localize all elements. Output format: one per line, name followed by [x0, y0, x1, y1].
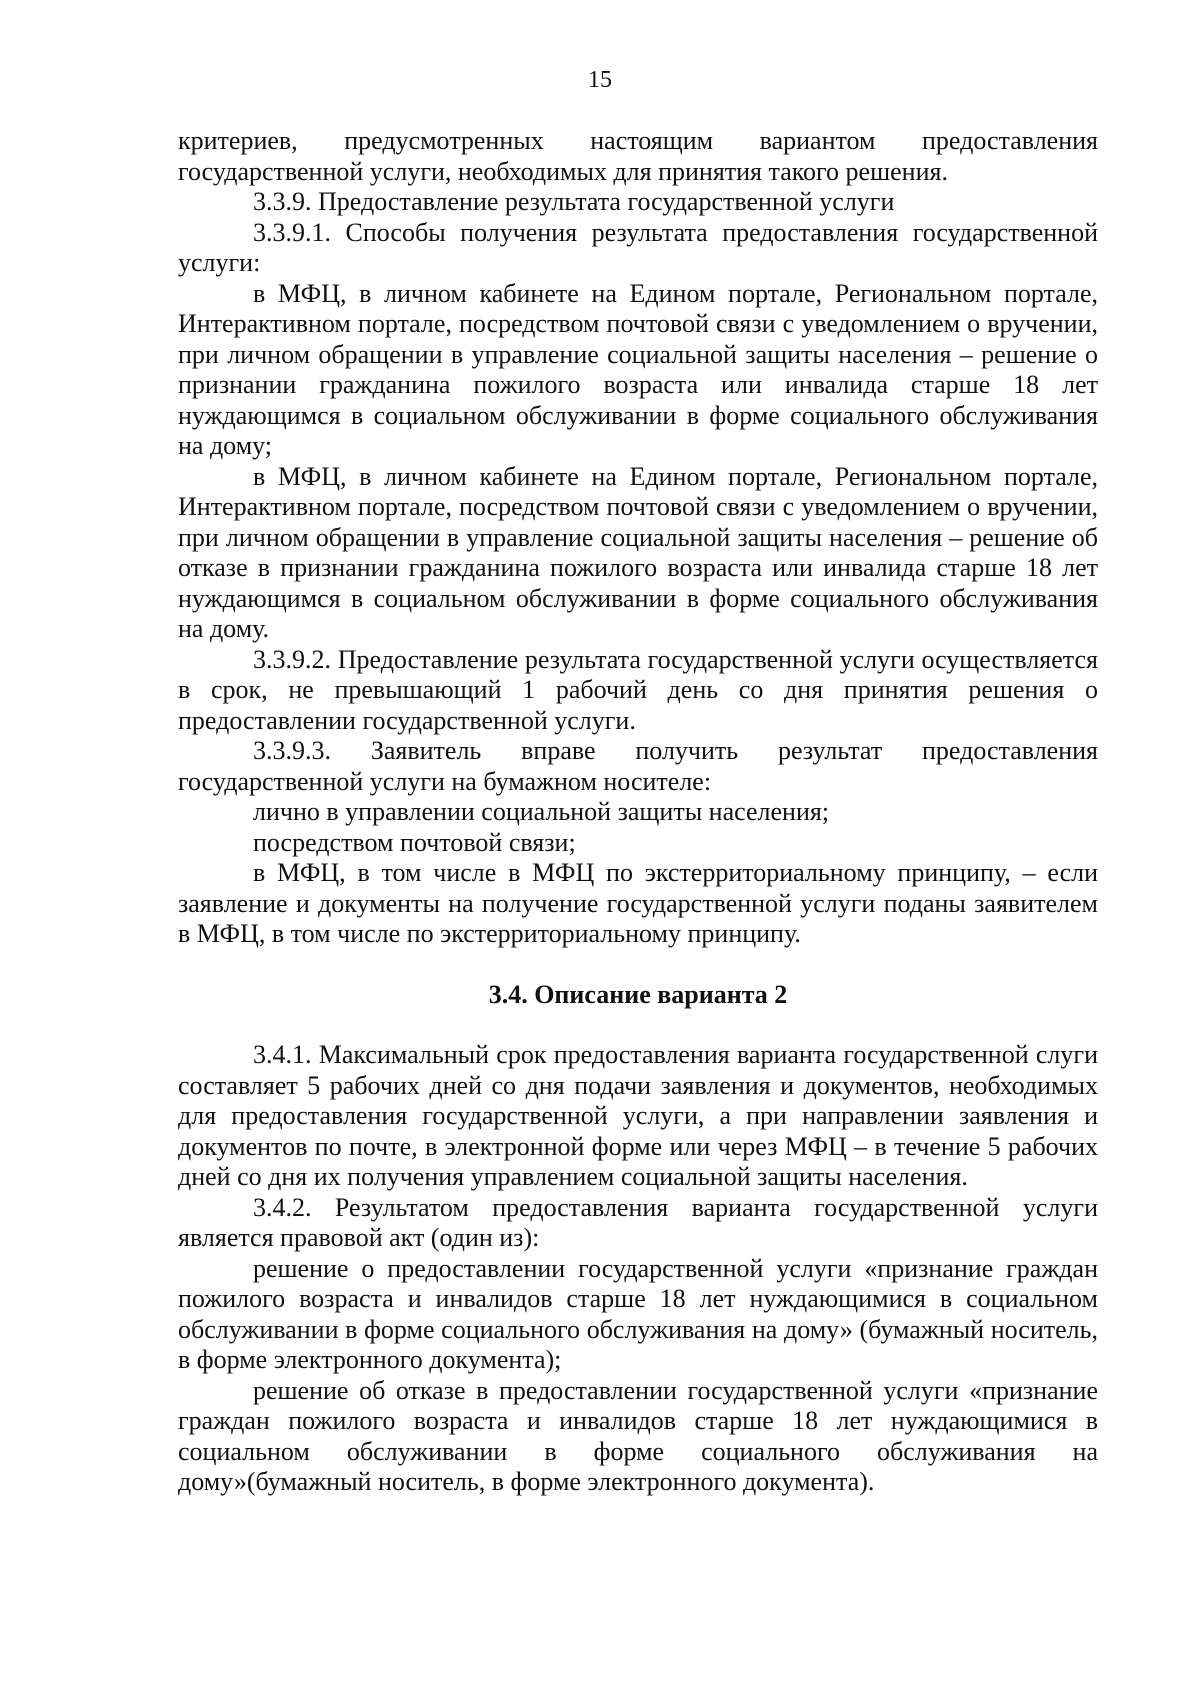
paragraph-option-post: посредством почтовой связи;	[253, 827, 576, 857]
paragraph-3-3-9-3: 3.3.9.3. Заявитель вправе получить результат предоставления государственной услуги на бумажном носителе:	[178, 736, 1098, 796]
paragraph-3-3-9-2: 3.3.9.2. Предоставление результата государственной услуги осуществляется в срок, не превышающий 1 рабочий день со дня принятия решения о предоставлении государственной услуги.	[178, 644, 1098, 735]
paragraph-3-3-9: 3.3.9. Предоставление результата государственной услуги	[253, 187, 895, 216]
paragraph-option-mfc: в МФЦ, в том числе в МФЦ по экстерриториальному принципу, – если заявление и документы на получение государственной услуги поданы заявителем в МФЦ, в том числе по экстерриториальному принципу.	[178, 858, 1098, 948]
paragraph-continuation: критериев, предусмотренных настоящим вариантом предоставления государственной услуги, необходимых для принятия такого решения.	[178, 126, 1098, 186]
paragraph-3-3-9-1: 3.3.9.1. Способы получения результата предоставления государственной услуги:	[178, 217, 1098, 277]
paragraph-decision-grant: решение о предоставлении государственной услуги «признание граждан пожилого возраста и инвалидов старше 18 лет нуждающимися в социальном обслуживании в форме социального обслуживания на дому» (бумажный носитель, в форме электронного документа);	[178, 1253, 1098, 1374]
paragraph-option-in-person: лично в управлении социальной защиты населения;	[253, 797, 830, 826]
paragraph-result-approval: в МФЦ, в личном кабинете на Едином портале, Региональном портале, Интерактивном портале, посредством почтовой связи с уведомлением о вручении, при личном обращении в управление социальной защиты населения – решение о признании гражданина пожилого возраста или инвалида старше 18 лет нуждающимся в социальном обслуживании в форме социального обслуживания на дому;	[178, 278, 1098, 460]
paragraph-decision-refusal: решение об отказе в предоставлении государственной услуги «признание граждан пожилого возраста и инвалидов старше 18 лет нуждающимися в социальном обслуживании в форме социального обслуживания на дому»(бумажный носитель, в форме электронного документа).	[178, 1375, 1098, 1496]
paragraph-result-refusal: в МФЦ, в личном кабинете на Едином портале, Региональном портале, Интерактивном портале, посредством почтовой связи с уведомлением о вручении, при личном обращении в управление социальной защиты населения – решение об отказе в признании гражданина пожилого возраста или инвалида старше 18 лет нуждающимся в социальном обслуживании в форме социального обслуживания на дому.	[178, 461, 1098, 643]
paragraph-3-4-1: 3.4.1. Максимальный срок предоставления варианта государственной слуги составляет 5 рабочих дней со дня подачи заявления и документов, необходимых для предоставления государственной услуги, а при направлении заявления и документов по почте, в электронной форме или через МФЦ – в течение 5 рабочих дней со дня их получения управлением социальной защиты населения.	[178, 1040, 1098, 1191]
section-heading: 3.4. Описание варианта 2	[488, 979, 788, 1009]
page-number: 15	[588, 67, 612, 93]
document-body	[178, 126, 1098, 1498]
paragraph-3-4-2: 3.4.2. Результатом предоставления варианта государственной услуги является правовой акт (один из):	[178, 1192, 1098, 1252]
